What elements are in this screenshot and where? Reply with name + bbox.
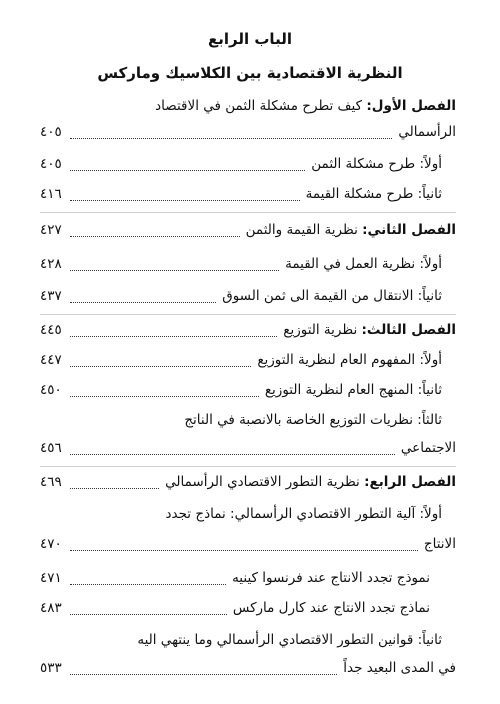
dot-leader (70, 270, 279, 271)
dot-leader (70, 674, 337, 675)
page-number: ٥٣٣ (40, 660, 62, 676)
part-title: الباب الرابع (208, 30, 292, 48)
page-number: ٤٠٥ (40, 124, 62, 140)
chapter-1-title-cont: الرأسمالي (398, 124, 456, 140)
divider (40, 212, 456, 213)
section-label: أولاً: المفهوم العام لنظرية التوزيع (257, 352, 442, 368)
page-number: ٤٦٩ (40, 474, 62, 490)
chapter-4-label: الفصل الرابع: (364, 474, 456, 490)
section-3-line-1: ثالثاً: نظريات التوزيع الخاصة بالانصبة في الناتج (184, 412, 442, 428)
section-label: أولاً: طرح مشكلة الثمن (311, 156, 442, 172)
chapter-2-label: الفصل الثاني: (362, 222, 456, 238)
toc-entry-chapter-1 (40, 124, 456, 146)
dot-leader (70, 454, 395, 455)
section-label: ثانياً: المنهج العام لنظرية التوزيع (264, 382, 442, 398)
toc-entry (40, 382, 456, 404)
page-number: ٤١٦ (40, 186, 62, 202)
page-number: ٤٥٠ (40, 382, 62, 398)
divider (40, 314, 456, 315)
chapter-2-text: نظرية القيمة والثمن (245, 222, 363, 238)
section-label: الاجتماعي (400, 440, 456, 456)
dot-leader (70, 366, 251, 367)
chapter-4-text: نظرية التطور الاقتصادي الرأسمالي (165, 474, 365, 490)
dot-leader (70, 396, 259, 397)
page-number: ٤٢٨ (40, 256, 62, 272)
dot-leader (70, 170, 305, 171)
dot-leader (70, 614, 227, 615)
page-number: ٤٣٧ (40, 288, 62, 304)
toc-entry-chapter-2 (40, 222, 456, 244)
chapter-4-title (165, 474, 456, 490)
page-number: ٤٥٦ (40, 440, 62, 456)
chapter-1-text: كيف تطرح مشكلة الثمن في الاقتصاد (155, 98, 367, 114)
toc-entry (40, 156, 456, 178)
section-4-2-line-1: ثانياً: قوانين التطور الاقتصادي الرأسمالي وما ينتهي اليه (137, 632, 442, 648)
page-number: ٤٧٠ (40, 536, 62, 552)
section-label: نماذج تجدد الانتاج عند كارل ماركس (232, 600, 430, 616)
chapter-3-text: نظرية التوزيع (283, 322, 362, 338)
toc-entry (40, 570, 456, 592)
part-subtitle: النظرية الاقتصادية بين الكلاسيك وماركس (97, 64, 403, 82)
section-label: أولاً: نظرية العمل في القيمة (285, 256, 442, 272)
chapter-3-label: الفصل الثالث: (361, 322, 456, 338)
page-number: ٤٠٥ (40, 156, 62, 172)
toc-entry (40, 660, 456, 682)
chapter-3-title (283, 322, 456, 338)
dot-leader (70, 336, 277, 337)
toc-entry (40, 536, 456, 558)
dot-leader (70, 550, 418, 551)
toc-entry-chapter-4 (40, 474, 456, 496)
page-number: ٤٤٥ (40, 322, 62, 338)
section-4-1-line-1: أولاً: آلية التطور الاقتصادي الرأسمالي: نماذج تجدد (165, 506, 442, 522)
dot-leader (70, 236, 240, 237)
page-number: ٤٤٧ (40, 352, 62, 368)
dot-leader (70, 302, 216, 303)
page-number: ٤٨٣ (40, 600, 62, 616)
section-label: نموذج تجدد الانتاج عند فرنسوا كينيه (232, 570, 430, 586)
page-number: ٤٧١ (40, 570, 62, 586)
section-label: في المدى البعيد جداً (343, 660, 456, 676)
toc-entry (40, 256, 456, 278)
toc-entry (40, 288, 456, 310)
page-number: ٤٢٧ (40, 222, 62, 238)
chapter-1-label: الفصل الأول: (366, 98, 456, 114)
dot-leader (70, 138, 392, 139)
section-label: ثانياً: الانتقال من القيمة الى ثمن السوق (222, 288, 442, 304)
chapter-2-title (246, 222, 456, 238)
toc-entry (40, 440, 456, 462)
divider (40, 466, 456, 467)
toc-entry (40, 352, 456, 374)
chapter-1-title (40, 98, 456, 114)
toc-entry-chapter-3 (40, 322, 456, 344)
section-label: الانتاج (423, 536, 456, 552)
toc-entry (40, 186, 456, 208)
dot-leader (70, 200, 300, 201)
section-label: ثانياً: طرح مشكلة القيمة (305, 186, 442, 202)
dot-leader (70, 584, 226, 585)
toc-entry (40, 600, 456, 622)
dot-leader (70, 488, 159, 489)
